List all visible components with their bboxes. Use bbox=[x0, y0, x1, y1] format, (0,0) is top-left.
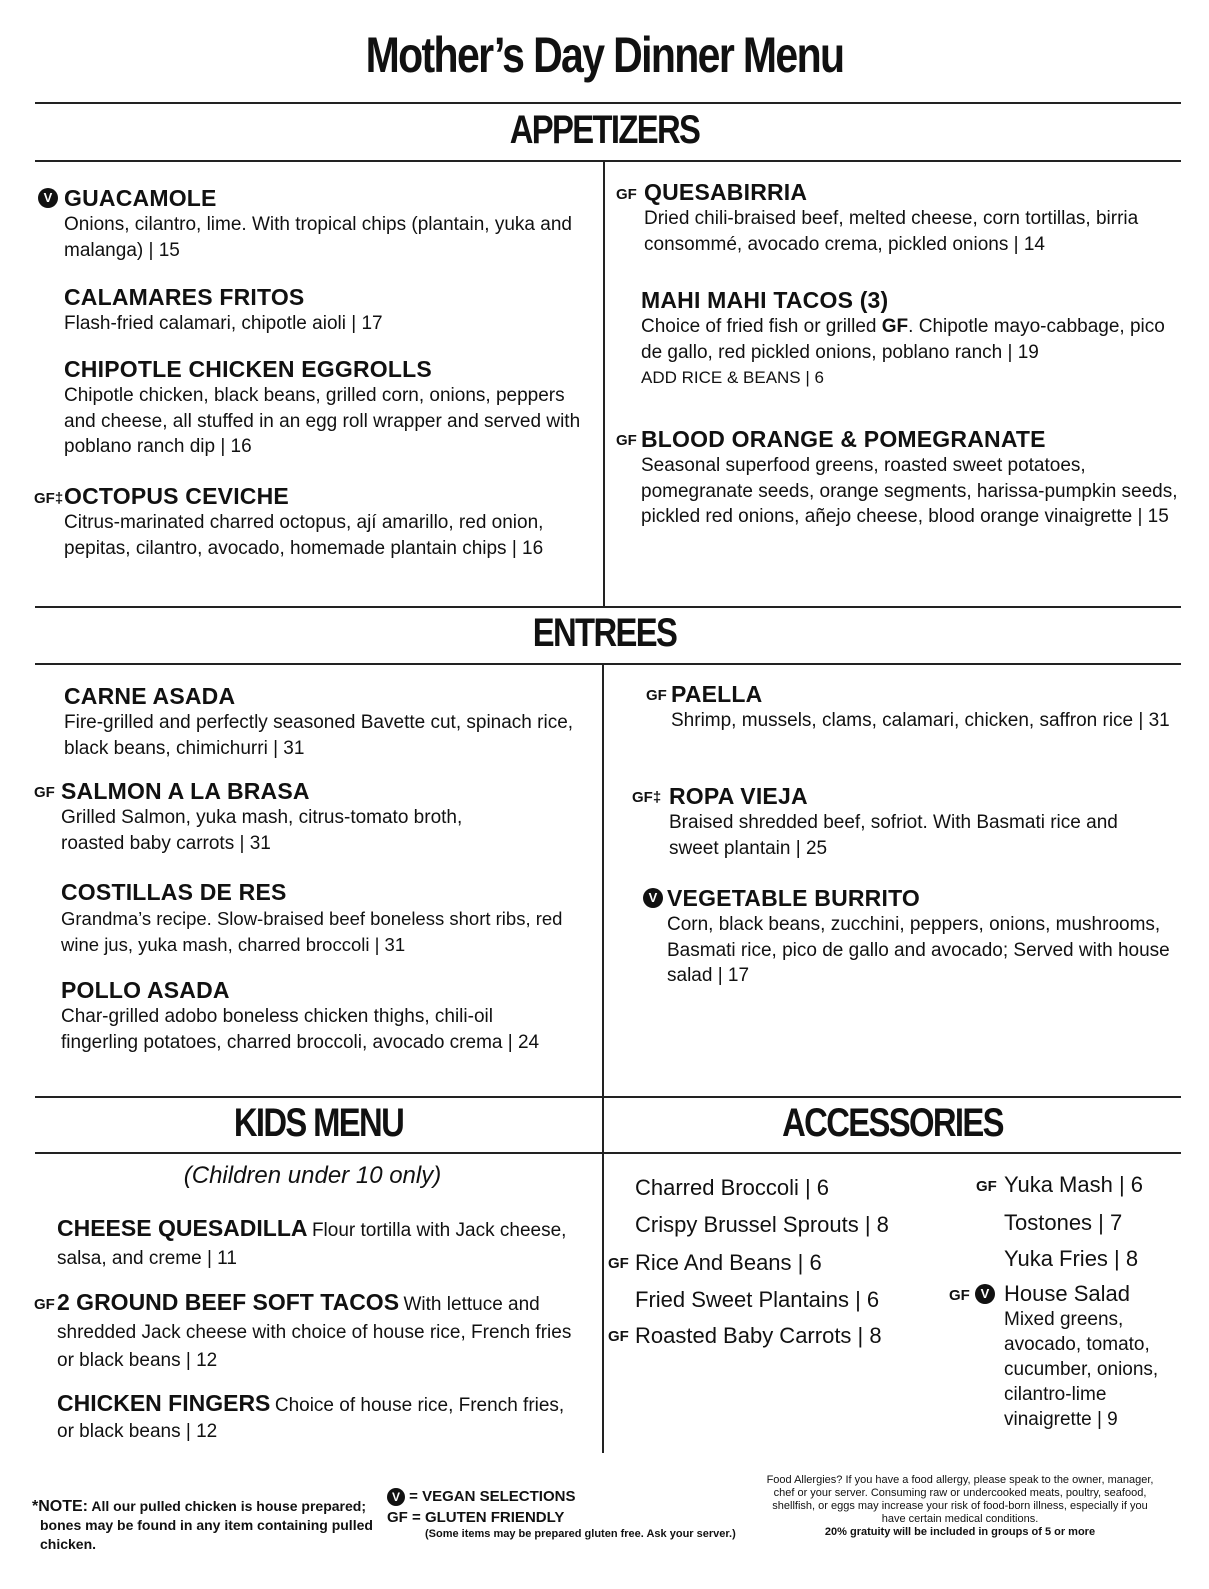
vegan-icon: V bbox=[38, 188, 58, 208]
accessory-item: Rice And Beans | 6 bbox=[635, 1250, 822, 1275]
legend-vegan: = VEGAN SELECTIONS bbox=[409, 1488, 576, 1505]
item-description: Char-grilled adobo boneless chicken thighs, chili-oil fingerling potatoes, charred broccoli, avocado crema | 24 bbox=[61, 1006, 540, 1053]
allergy-text: Food Allergies? If you have a food allergy, please speak to the owner, manager, chef or your server. Consuming raw or undercooked meats, poultry, seafood, shellfish, or eggs may increase your risk of food-born illness, especially if you have certain medical conditions. bbox=[766, 1474, 1154, 1525]
item-description: Citrus-marinated charred octopus, ají amarillo, red onion, pepitas, cilantro, avocado, homemade plantain chips | 16 bbox=[64, 512, 544, 559]
menu-item bbox=[64, 683, 574, 761]
menu-item bbox=[64, 185, 584, 263]
menu-item bbox=[644, 179, 1174, 257]
item-name: SALMON A LA BRASA bbox=[61, 778, 310, 804]
kids-age-note: (Children under 10 only) bbox=[183, 1162, 442, 1189]
accessory-item: Yuka Mash | 6 bbox=[1004, 1172, 1144, 1197]
divider bbox=[602, 663, 604, 1453]
item-name: House Salad bbox=[1004, 1281, 1130, 1306]
legend bbox=[387, 1486, 787, 1541]
item-description: Seasonal superfood greens, roasted sweet potatoes, pomegranate seeds, orange segments, harissa-pumpkin seeds, pickled red onions, añejo cheese, blood orange vinaigrette | 15 bbox=[641, 455, 1178, 527]
section-appetizers: APPETIZERS bbox=[509, 108, 700, 152]
item-description: Fire-grilled and perfectly seasoned Bavette cut, spinach rice, black beans, chimichurri | 31 bbox=[64, 712, 574, 759]
divider bbox=[35, 1152, 1181, 1154]
item-name: ROPA VIEJA bbox=[669, 783, 808, 809]
divider bbox=[35, 606, 1181, 608]
gluten-friendly-tag: GF bbox=[34, 784, 55, 801]
item-name: CHICKEN FINGERS bbox=[57, 1390, 271, 1416]
menu-item bbox=[669, 783, 1169, 861]
gluten-friendly-tag: GF bbox=[881, 316, 909, 337]
item-description: Corn, black beans, zucchini, peppers, onions, mushrooms, Basmati rice, pico de gallo and avocado; Served with house salad | 17 bbox=[667, 914, 1170, 986]
menu-item bbox=[61, 879, 591, 957]
item-name: CARNE ASADA bbox=[64, 683, 236, 709]
legend-subnote: (Some items may be prepared gluten free. Ask your server.) bbox=[425, 1528, 736, 1540]
item-description: Chipotle chicken, black beans, grilled corn, onions, peppers and cheese, all stuffed in an egg roll wrapper and served with poblano ranch dip | 16 bbox=[64, 385, 581, 457]
accessory-item: Fried Sweet Plantains | 6 bbox=[635, 1287, 880, 1312]
vegan-icon: V bbox=[975, 1284, 995, 1304]
divider bbox=[35, 663, 1181, 665]
gluten-friendly-tag: GF bbox=[646, 687, 667, 704]
note-label: *NOTE: bbox=[32, 1498, 88, 1515]
menu-item bbox=[61, 778, 491, 856]
item-description: Dried chili-braised beef, melted cheese, corn tortillas, birria consommé, avocado crema, pickled onions | 14 bbox=[644, 208, 1139, 255]
item-description bbox=[641, 314, 1176, 365]
item-name: CALAMARES FRITOS bbox=[64, 284, 305, 310]
item-description-part: . Chipotle mayo-cabbage, pico de gallo, red pickled onions, poblano ranch | 19 bbox=[641, 316, 1165, 363]
item-description: Shrimp, mussels, clams, calamari, chicken, saffron rice | 31 bbox=[671, 710, 1170, 731]
divider bbox=[35, 1096, 1181, 1098]
menu-item bbox=[641, 287, 1176, 391]
item-description: Choice of house rice, French fries, or black beans | 12 bbox=[57, 1395, 565, 1442]
page-title: Mother’s Day Dinner Menu bbox=[365, 27, 844, 83]
gluten-friendly-tag: GF bbox=[608, 1255, 629, 1272]
item-description: Flour tortilla with Jack cheese, salsa, and creme | 11 bbox=[57, 1220, 567, 1269]
gratuity-text: 20% gratuity will be included in groups of 5 or more bbox=[824, 1526, 1096, 1538]
item-description: Grilled Salmon, yuka mash, citrus-tomato broth, roasted baby carrots | 31 bbox=[61, 807, 463, 854]
menu-item bbox=[641, 426, 1181, 530]
menu-item bbox=[64, 356, 584, 460]
gluten-friendly-tag: GF bbox=[616, 186, 637, 203]
menu-item bbox=[57, 1391, 567, 1445]
item-name: OCTOPUS CEVICHE bbox=[64, 483, 289, 509]
section-accessories: ACCESSORIES bbox=[782, 1101, 1003, 1145]
item-description-part: Choice of fried fish or grilled bbox=[641, 316, 882, 337]
item-name: COSTILLAS DE RES bbox=[61, 879, 287, 905]
item-name: 2 GROUND BEEF SOFT TACOS bbox=[57, 1289, 400, 1315]
menu-item bbox=[61, 977, 561, 1055]
section-kids: KIDS MENU bbox=[233, 1101, 404, 1145]
item-name: MAHI MAHI TACOS (3) bbox=[641, 287, 889, 313]
menu-item bbox=[64, 483, 564, 561]
item-name: CHIPOTLE CHICKEN EGGROLLS bbox=[64, 356, 432, 382]
item-name: BLOOD ORANGE & POMEGRANATE bbox=[641, 426, 1046, 452]
item-description: With lettuce and shredded Jack cheese with choice of house rice, French fries or black beans | 12 bbox=[57, 1294, 572, 1371]
gluten-friendly-tag: GF‡ bbox=[632, 789, 662, 806]
accessory-item: Crispy Brussel Sprouts | 8 bbox=[635, 1212, 889, 1237]
divider bbox=[35, 160, 1181, 162]
item-description: Flash-fried calamari, chipotle aioli | 17 bbox=[64, 313, 383, 334]
gluten-friendly-tag: GF bbox=[976, 1178, 997, 1195]
menu-item bbox=[671, 681, 1171, 734]
gluten-friendly-tag: GF bbox=[608, 1328, 629, 1345]
accessory-item: Roasted Baby Carrots | 8 bbox=[635, 1323, 882, 1348]
vegan-icon: V bbox=[387, 1488, 405, 1506]
menu-item bbox=[667, 885, 1172, 989]
item-description: Mixed greens, avocado, tomato, cucumber, onions, cilantro-lime vinaigrette | 9 bbox=[1004, 1309, 1159, 1430]
allergy-notice bbox=[760, 1474, 1160, 1539]
item-name: QUESABIRRIA bbox=[644, 179, 808, 205]
item-name: VEGETABLE BURRITO bbox=[667, 885, 921, 911]
gluten-friendly-tag: GF bbox=[949, 1287, 970, 1304]
menu-item bbox=[64, 284, 584, 337]
item-name: PAELLA bbox=[671, 681, 763, 707]
accessory-item: Tostones | 7 bbox=[1004, 1210, 1123, 1235]
gluten-friendly-tag: GF bbox=[387, 1509, 408, 1526]
menu-item bbox=[57, 1289, 587, 1375]
item-addon: ADD RICE & BEANS | 6 bbox=[641, 368, 824, 387]
gluten-friendly-tag: GF bbox=[34, 1296, 55, 1313]
item-description: Onions, cilantro, lime. With tropical chips (plantain, yuka and malanga) | 15 bbox=[64, 214, 572, 261]
gluten-friendly-tag: GF‡ bbox=[34, 490, 64, 507]
item-description: Grandma’s recipe. Slow-braised beef boneless short ribs, red wine jus, yuka mash, charred broccoli | 31 bbox=[61, 908, 563, 955]
menu-item bbox=[1004, 1281, 1184, 1432]
divider bbox=[603, 160, 605, 606]
note-text: All our pulled chicken is house prepared; bbox=[91, 1498, 366, 1514]
legend-gluten-friendly: = GLUTEN FRIENDLY bbox=[412, 1509, 565, 1526]
item-name: POLLO ASADA bbox=[61, 977, 230, 1003]
note-text: bones may be found in any item containing pulled chicken. bbox=[40, 1517, 373, 1552]
item-description: Braised shredded beef, sofriot. With Basmati rice and sweet plantain | 25 bbox=[669, 812, 1118, 859]
item-name: CHEESE QUESADILLA bbox=[57, 1215, 308, 1241]
gluten-friendly-tag: GF bbox=[616, 432, 637, 449]
section-entrees: ENTREES bbox=[532, 611, 677, 655]
footer-note bbox=[32, 1497, 392, 1554]
item-name: GUACAMOLE bbox=[64, 185, 217, 211]
menu-item bbox=[57, 1215, 567, 1273]
accessory-item: Charred Broccoli | 6 bbox=[635, 1175, 830, 1200]
vegan-icon: V bbox=[643, 888, 663, 908]
divider bbox=[35, 102, 1181, 104]
accessory-item: Yuka Fries | 8 bbox=[1004, 1246, 1139, 1271]
